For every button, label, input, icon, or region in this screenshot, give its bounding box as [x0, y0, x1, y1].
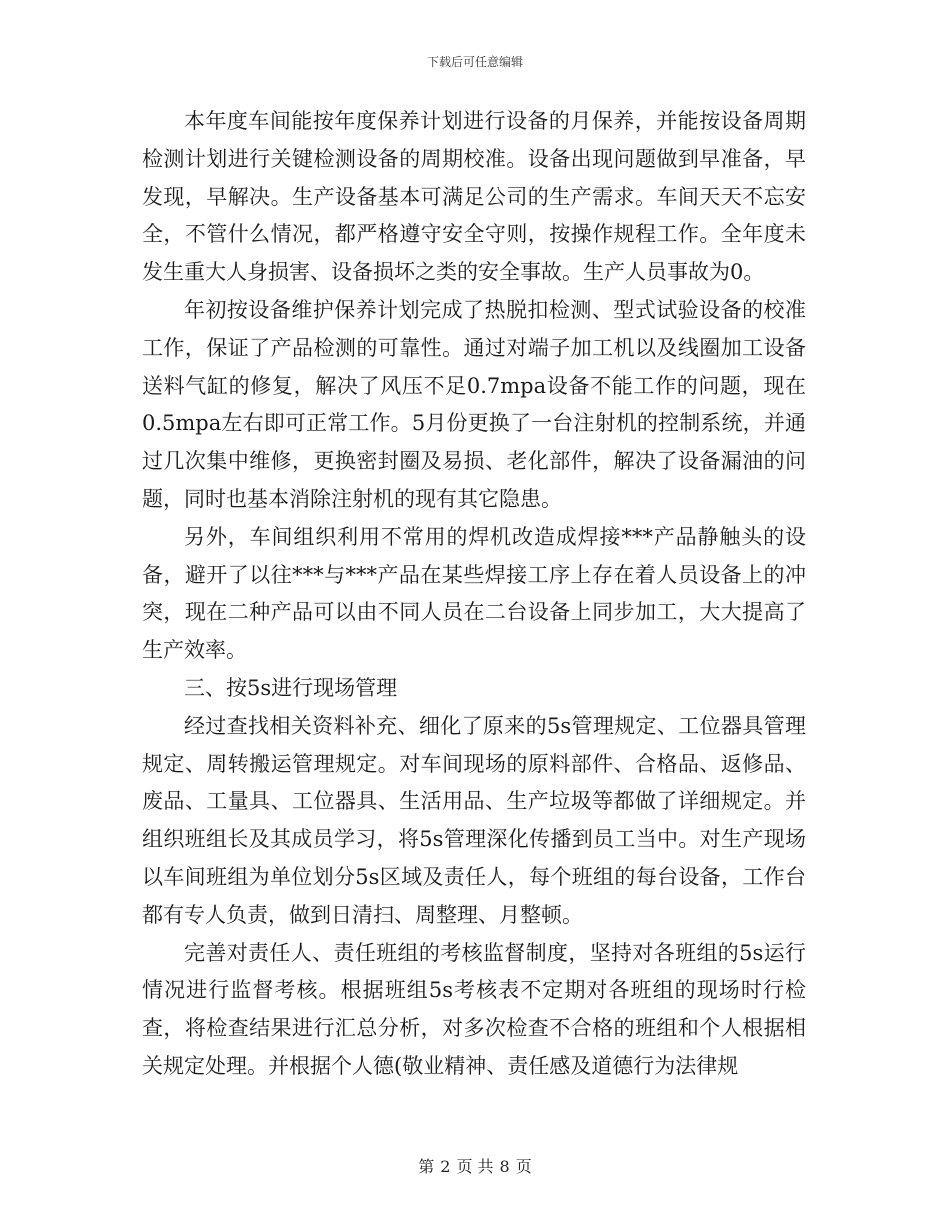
- paragraph-welding-improvement: 另外，车间组织利用不常用的焊机改造成焊接***产品静触头的设备，避开了以往***与***产品在某些焊接工序上存在着人员设备上的冲突，现在二种产品可以由不同人员在二台设备上同步加工，大大提高了生产效率。: [142, 524, 806, 663]
- page-footer: [0, 1157, 950, 1177]
- paragraph-5s-rules: 经过查找相关资料补充、细化了原来的5s管理规定、工位器具管理规定、周转搬运管理规定。对车间现场的原料部件、合格品、返修品、废品、工量具、工位器具、生活用品、生产垃圾等都做了详细规定。并组织班组长及其成员学习，将5s管理深化传播到员工当中。对生产现场以车间班组为单位划分5s区域及责任人，每个班组的每台设备，工作台都有专人负责，做到日清扫、周整理、月整顿。: [142, 713, 806, 927]
- page-label-suffix: 页: [515, 1157, 532, 1176]
- page-label-prefix: 第: [418, 1157, 435, 1176]
- section-heading-5s: 三、按5s进行现场管理: [184, 675, 398, 700]
- page-label-mid: 页 共: [456, 1157, 494, 1176]
- paragraph-maintenance-safety: 本年度车间能按年度保养计划进行设备的月保养，并能按设备周期检测计划进行关键检测设备的周期校准。设备出现问题做到早准备，早发现，早解决。生产设备基本可满足公司的生产需求。车间天天不忘安全，不管什么情况，都严格遵守安全守则，按操作规程工作。全年度未发生重大人身损害、设备损坏之类的安全事故。生产人员事故为0。: [142, 109, 806, 285]
- page-header-note: 下载后可任意编辑: [426, 55, 523, 69]
- total-page-count: 8: [499, 1157, 510, 1176]
- paragraph-equipment-calibration: 年初按设备维护保养计划完成了热脱扣检测、型式试验设备的校准工作，保证了产品检测的可靠性。通过对端子加工机以及线圈加工设备送料气缸的修复，解决了风压不足0.7mpa设备不能工作的问题，现在0.5mpa左右即可正常工作。5月份更换了一台注射机的控制系统，并通过几次集中维修，更换密封圈及易损、老化部件，解决了设备漏油的问题，同时也基本消除注射机的现有其它隐患。: [142, 297, 806, 511]
- current-page-number: 2: [440, 1157, 451, 1176]
- document-body: [142, 103, 806, 1086]
- paragraph-5s-supervision: 完善对责任人、责任班组的考核监督制度，坚持对各班组的5s运行情况进行监督考核。根据班组5s考核表不定期对各班组的现场时行检查，将检查结果进行汇总分析，对多次检查不合格的班组和个人根据相关规定处理。并根据个人德(敬业精神、责任感及道德行为法律规: [142, 940, 806, 1078]
